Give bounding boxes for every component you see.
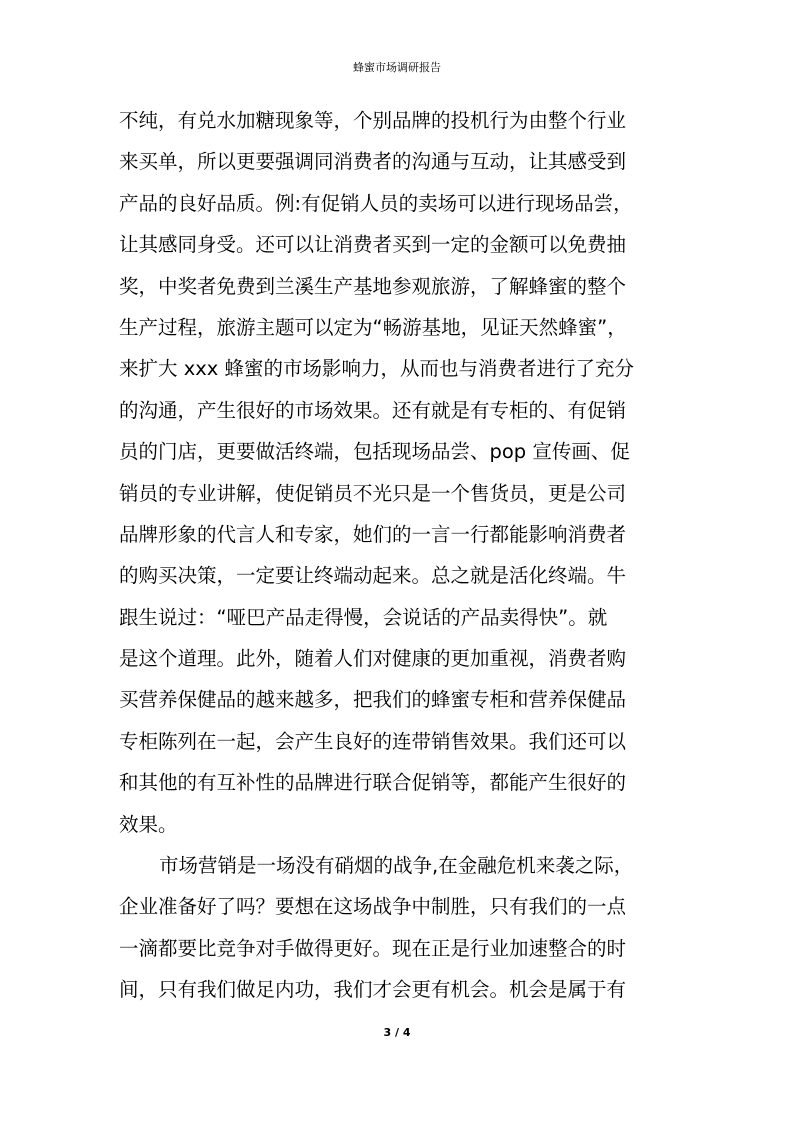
text-line: 销员的专业讲解，使促销员不光只是一个售货员，更是公司 [119,481,627,505]
text-line: 生产过程，旅游主题可以定为“畅游基地，见证天然蜂蜜”， [119,315,627,339]
text-line: 跟生说过：“哑巴产品走得慢，会说话的产品卖得快”。就 [119,605,608,629]
paragraph-2 [119,845,679,1011]
paragraph-1 [119,100,679,845]
text-line: 买营养保健品的越来越多，把我们的蜂蜜专柜和营养保健品 [119,688,627,712]
text-line: 和其他的有互补性的品牌进行联合促销等，都能产生很好的 [119,771,627,795]
text-line: 奖，中奖者免费到兰溪生产基地参观旅游，了解蜂蜜的整个 [119,274,627,298]
text-line: 产品的良好品质。例:有促销人员的卖场可以进行现场品尝， [119,191,633,215]
text-line: 的沟通，产生很好的市场效果。还有就是有专柜的、有促销 [119,398,627,422]
text-line: 间，只有我们做足内功，我们才会更有机会。机会是属于有 [119,978,627,1002]
body-text [119,100,679,1011]
text-line: 的购买决策，一定要让终端动起来。总之就是活化终端。牛 [119,564,627,588]
text-line: 效果。 [119,812,178,836]
running-header: 蜂蜜市场调研报告 [353,61,441,74]
page-number: 3 / 4 [383,1026,411,1039]
text-line: 企业准备好了吗？要想在这场战争中制胜，只有我们的一点 [119,895,627,919]
text-line: 让其感同身受。还可以让消费者买到一定的金额可以免费抽 [119,233,627,257]
text-line: 来买单，所以更要强调同消费者的沟通与互动，让其感受到 [119,150,627,174]
text-line: 专柜陈列在一起，会产生良好的连带销售效果。我们还可以 [119,729,627,753]
text-line: 一滴都要比竞争对手做得更好。现在正是行业加速整合的时 [119,936,627,960]
text-line: 员的门店，更要做活终端，包括现场品尝、pop 宣传画、促 [119,440,630,464]
text-line: 不纯，有兑水加糖现象等，个别品牌的投机行为由整个行业 [119,109,627,132]
text-line: 市场营销是一场没有硝烟的战争,在金融危机来袭之际， [159,854,634,878]
text-line: 品牌形象的代言人和专家，她们的一言一行都能影响消费者 [119,522,627,546]
text-line: 是这个道理。此外，随着人们对健康的更加重视，消费者购 [119,647,627,671]
text-line: 来扩大 xxx 蜂蜜的市场影响力，从而也与消费者进行了充分 [119,357,635,381]
